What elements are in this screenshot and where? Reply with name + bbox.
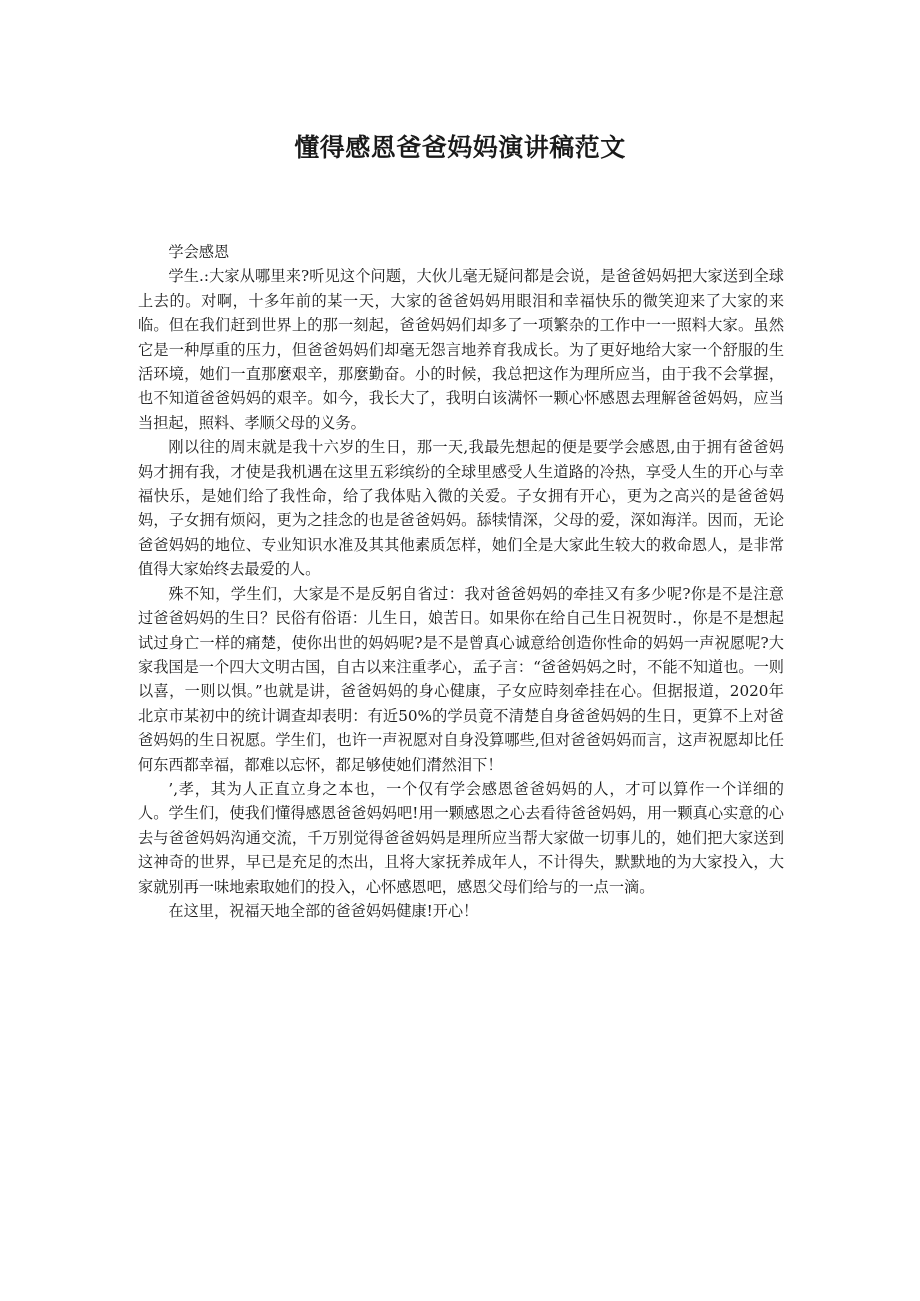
paragraph: 刚以往的周末就是我十六岁的生日，那一天,我最先想起的便是要学会感恩,由于拥有爸爸妈妈才拥有我，才使是我机遇在这里五彩缤纷的全球里感受人生道路的冷热，享受人生的开心与幸福快乐，是她们给了我性命，给了我体贴入微的关爱。子女拥有开心，更为之高兴的是爸爸妈妈，子女拥有烦闷，更为之挂念的也是爸爸妈妈。舔犊情深，父母的爱，深如海洋。因而，无论爸爸妈妈的地位、专业知识水准及其其他素质怎样，她们全是大家此生较大的救命恩人，是非常值得大家始终去最爱的人。 bbox=[138, 438, 784, 579]
page-title: 懂得感恩爸爸妈妈演讲稿范文 bbox=[294, 133, 626, 162]
paragraph: ’,孝，其为人正直立身之本也，一个仅有学会感恩爸爸妈妈的人，才可以算作一个详细的人。学生们，使我们懂得感恩爸爸妈妈吧!用一颗感恩之心去看待爸爸妈妈，用一颗真心实意的心去与爸爸妈妈沟通交流，千万别觉得爸爸妈妈是理所应当帮大家做一切事儿的，她们把大家送到这神奇的世界，早已是充足的杰出，且将大家抚养成年人，不计得失，默默地的为大家投入，大家就别再一味地索取她们的投入，心怀感恩吧，感恩父母们给与的一点一滴。 bbox=[138, 779, 784, 896]
paragraph: 殊不知，学生们，大家是不是反躬自省过：我对爸爸妈妈的牵挂又有多少呢?你是不是注意过爸爸妈妈的生日？民俗有俗语：儿生日，娘苦日。如果你在给自己生日祝贺时.，你是不是想起试过身亡一样的痛楚，使你出世的妈妈呢?是不是曾真心诚意给创造你性命的妈妈一声祝愿呢?大家我国是一个四大文明古国，自古以来注重孝心，孟子言：“爸爸妈妈之时，不能不知道也。一则以喜，一则以惧。”也就是讲，爸爸妈妈的身心健康，子女应時刻牵挂在心。但据报道，2020年北京市某初中的统计调查却表明：有近50%的学员竟不清楚自身爸爸妈妈的生日，更算不上对爸爸妈妈的生日祝愿。学生们，也许一声祝愿对自身没算哪些,但对爸爸妈妈而言，这声祝愿却比任何东西都幸福，都难以忘怀，都足够使她们潸然泪下！ bbox=[138, 584, 784, 774]
document-body bbox=[138, 240, 784, 923]
paragraph: 学生.:大家从哪里来?听见这个问题，大伙儿毫无疑问都是会说，是爸爸妈妈把大家送到全球上去的。对啊，十多年前的某一天，大家的爸爸妈妈用眼泪和幸福快乐的微笑迎来了大家的来临。但在我们赶到世界上的那一刻起，爸爸妈妈们却多了一项繁杂的工作中一一照料大家。虽然它是一种厚重的压力，但爸爸妈妈们却毫无怨言地养育我成长。为了更好地给大家一个舒服的生活环境，她们一直那麼艰辛，那麼勤奋。小的时候，我总把这作为理所应当，由于我不会掌握，也不知道爸爸妈妈的艰辛。如今，我长大了，我明白该满怀一颗心怀感恩去理解爸爸妈妈，应当当担起，照料、孝顺父母的义务。 bbox=[138, 267, 784, 432]
section-heading: 学会感恩 bbox=[168, 243, 230, 261]
closing-paragraph: 在这里，祝福天地全部的爸爸妈妈健康!开心！ bbox=[168, 901, 479, 920]
